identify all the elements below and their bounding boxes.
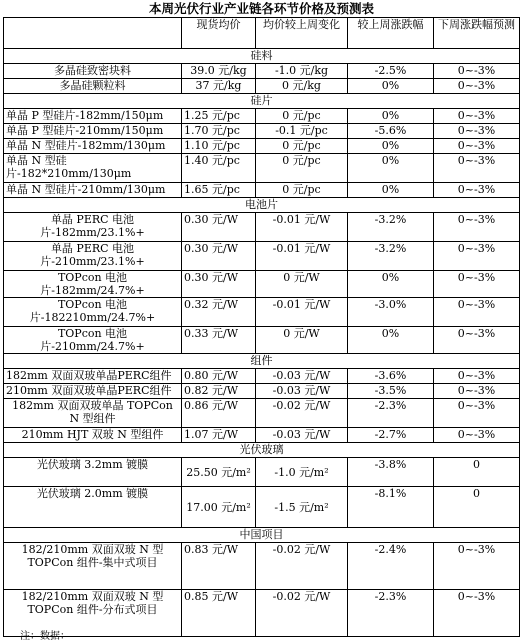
header-price: 现货均价	[182, 18, 256, 49]
pct-cell: -2.3%	[348, 399, 434, 428]
table-row	[4, 79, 520, 94]
table-row	[4, 458, 520, 487]
header-row	[4, 18, 520, 49]
table-row	[4, 109, 520, 124]
section-row	[4, 443, 520, 458]
product-cell: 单晶 P 型硅片-182mm/150μm	[4, 109, 182, 124]
change-cell: -0.02 元/W	[256, 399, 348, 428]
header-change: 均价较上周变化	[256, 18, 348, 49]
price-cell: 0.32 元/W	[182, 298, 256, 327]
change-cell: -0.03 元/W	[256, 369, 348, 384]
pct-cell: 0%	[348, 139, 434, 154]
change-cell: -0.01 元/W	[256, 298, 348, 327]
pct-cell: 0%	[348, 79, 434, 94]
change-cell: -0.01 元/W	[256, 242, 348, 271]
forecast-cell: 0~-3%	[434, 271, 520, 298]
product-cell: 单晶 N 型硅片-182mm/130μm	[4, 139, 182, 154]
section-row	[4, 49, 520, 64]
change-cell: -0.01 元/W	[256, 213, 348, 242]
table-row	[4, 213, 520, 242]
forecast-cell: 0~-3%	[434, 590, 520, 637]
price-cell: 1.40 元/pc	[182, 154, 256, 183]
forecast-cell: 0~-3%	[434, 64, 520, 79]
product-cell: 单晶 PERC 电池片-182mm/23.1%+	[4, 213, 182, 242]
pct-cell: -3.6%	[348, 369, 434, 384]
header-pct: 较上周涨跌幅	[348, 18, 434, 49]
product-cell: 182/210mm 双面双玻 N 型 TOPCon 组件-分布式项目	[4, 590, 182, 637]
forecast-cell: 0~-3%	[434, 298, 520, 327]
price-cell: 25.50 元/m²	[182, 458, 256, 487]
change-cell: 0 元/W	[256, 271, 348, 298]
price-cell: 0.30 元/W	[182, 213, 256, 242]
section-title: 硅料	[4, 49, 520, 64]
table-row	[4, 327, 520, 354]
price-cell: 0.82 元/W	[182, 384, 256, 399]
table-row	[4, 399, 520, 428]
table-row	[4, 183, 520, 198]
header-product	[4, 18, 182, 49]
pct-cell: 0%	[348, 327, 434, 354]
forecast-cell: 0~-3%	[434, 428, 520, 443]
change-cell: -0.03 元/W	[256, 428, 348, 443]
pct-cell: -8.1%	[348, 487, 434, 528]
price-cell: 17.00 元/m²	[182, 487, 256, 528]
table-row	[4, 154, 520, 183]
forecast-cell: 0~-3%	[434, 369, 520, 384]
table-row	[4, 64, 520, 79]
product-cell: 多晶硅致密块料	[4, 64, 182, 79]
table-row	[4, 543, 520, 590]
section-row	[4, 354, 520, 369]
change-cell: -1.0 元/kg	[256, 64, 348, 79]
change-cell: 0 元/pc	[256, 139, 348, 154]
forecast-cell: 0~-3%	[434, 242, 520, 271]
price-cell: 0.85 元/W	[182, 590, 256, 637]
table-row	[4, 271, 520, 298]
price-cell: 0.80 元/W	[182, 369, 256, 384]
change-cell: 0 元/pc	[256, 109, 348, 124]
product-cell: 210mm HJT 双玻 N 型组件	[4, 428, 182, 443]
forecast-cell: 0~-3%	[434, 109, 520, 124]
forecast-cell: 0~-3%	[434, 183, 520, 198]
product-cell: 182mm 双面双玻单晶 TOPCon N 型组件	[4, 399, 182, 428]
price-cell: 39.0 元/kg	[182, 64, 256, 79]
product-cell: 多晶硅颗粒料	[4, 79, 182, 94]
change-cell: -1.0 元/m²	[256, 458, 348, 487]
section-title: 组件	[4, 354, 520, 369]
pct-cell: -2.4%	[348, 543, 434, 590]
change-cell: 0 元/pc	[256, 183, 348, 198]
table-row	[4, 590, 520, 637]
table-row	[4, 242, 520, 271]
product-cell: 210mm 双面双玻单晶PERC组件	[4, 384, 182, 399]
pct-cell: -5.6%	[348, 124, 434, 139]
price-cell: 1.10 元/pc	[182, 139, 256, 154]
pct-cell: -3.0%	[348, 298, 434, 327]
section-title: 中国项目	[4, 528, 520, 543]
price-cell: 37 元/kg	[182, 79, 256, 94]
product-cell: 单晶 P 型硅片-210mm/150μm	[4, 124, 182, 139]
pct-cell: -2.7%	[348, 428, 434, 443]
forecast-cell: 0~-3%	[434, 543, 520, 590]
forecast-cell: 0	[434, 487, 520, 528]
forecast-cell: 0~-3%	[434, 154, 520, 183]
forecast-cell: 0~-3%	[434, 327, 520, 354]
header-forecast: 下周涨跌幅预测	[434, 18, 520, 49]
pct-cell: 0%	[348, 271, 434, 298]
change-cell: 0 元/pc	[256, 154, 348, 183]
section-title: 硅片	[4, 94, 520, 109]
forecast-cell: 0	[434, 458, 520, 487]
change-cell: -0.1 元/pc	[256, 124, 348, 139]
product-cell: 光伏玻璃 3.2mm 镀膜	[4, 458, 182, 487]
pct-cell: -3.2%	[348, 242, 434, 271]
table-row	[4, 384, 520, 399]
product-cell: TOPcon 电池片-210mm/24.7%+	[4, 327, 182, 354]
change-cell: -1.5 元/m²	[256, 487, 348, 528]
product-cell: 光伏玻璃 2.0mm 镀膜	[4, 487, 182, 528]
price-table	[3, 17, 520, 637]
product-cell: 单晶 N 型硅片-210mm/130μm	[4, 183, 182, 198]
pct-cell: -3.5%	[348, 384, 434, 399]
section-row	[4, 528, 520, 543]
price-cell: 0.86 元/W	[182, 399, 256, 428]
forecast-cell: 0~-3%	[434, 79, 520, 94]
change-cell: -0.03 元/W	[256, 384, 348, 399]
section-title: 光伏玻璃	[4, 443, 520, 458]
section-title: 电池片	[4, 198, 520, 213]
pct-cell: -3.2%	[348, 213, 434, 242]
price-cell: 0.30 元/W	[182, 242, 256, 271]
price-cell: 1.70 元/pc	[182, 124, 256, 139]
product-cell: 单晶 PERC 电池片-210mm/23.1%+	[4, 242, 182, 271]
price-cell: 1.07 元/W	[182, 428, 256, 443]
price-cell: 1.65 元/pc	[182, 183, 256, 198]
price-cell: 0.30 元/W	[182, 271, 256, 298]
change-cell: -0.02 元/W	[256, 543, 348, 590]
table-row	[4, 487, 520, 528]
table-row	[4, 369, 520, 384]
change-cell: -0.02 元/W	[256, 590, 348, 637]
price-cell: 0.33 元/W	[182, 327, 256, 354]
table-row	[4, 139, 520, 154]
pct-cell: -2.5%	[348, 64, 434, 79]
price-cell: 1.25 元/pc	[182, 109, 256, 124]
pct-cell: -3.8%	[348, 458, 434, 487]
product-cell: 182/210mm 双面双玻 N 型 TOPCon 组件-集中式项目	[4, 543, 182, 590]
footer-note: 注：数据：	[20, 631, 70, 642]
product-cell: 单晶 N 型硅片-182*210mm/130μm	[4, 154, 182, 183]
table-row	[4, 124, 520, 139]
forecast-cell: 0~-3%	[434, 384, 520, 399]
forecast-cell: 0~-3%	[434, 139, 520, 154]
change-cell: 0 元/W	[256, 327, 348, 354]
price-cell: 0.83 元/W	[182, 543, 256, 590]
table-row	[4, 428, 520, 443]
section-row	[4, 198, 520, 213]
pct-cell: 0%	[348, 109, 434, 124]
pct-cell: 0%	[348, 183, 434, 198]
product-cell: TOPcon 电池片-182mm/24.7%+	[4, 271, 182, 298]
page-title: 本周光伏行业产业链各环节价格及预测表	[148, 1, 374, 16]
product-cell: 182mm 双面双玻单晶PERC组件	[4, 369, 182, 384]
change-cell: 0 元/kg	[256, 79, 348, 94]
section-row	[4, 94, 520, 109]
pct-cell: -2.3%	[348, 590, 434, 637]
product-cell: TOPcon 电池片-182210mm/24.7%+	[4, 298, 182, 327]
pct-cell: 0%	[348, 154, 434, 183]
forecast-cell: 0~-3%	[434, 399, 520, 428]
forecast-cell: 0~-3%	[434, 124, 520, 139]
forecast-cell: 0~-3%	[434, 213, 520, 242]
table-row	[4, 298, 520, 327]
